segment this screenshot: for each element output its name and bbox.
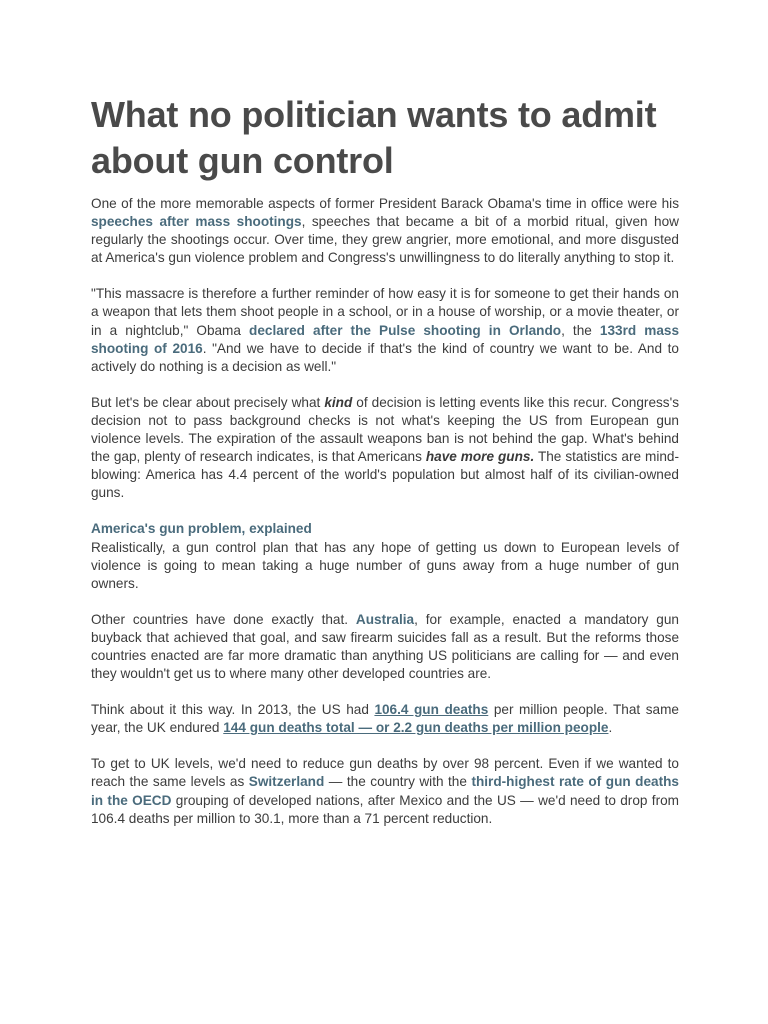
link-133rd-mass-shooting[interactable]: 133rd mass shooting of 2016 — [91, 322, 680, 356]
article-title: What no politician wants to admit about gun control — [91, 94, 657, 181]
text: grouping of developed nations, after Mexico and the US — we'd need to drop from 106.4 deaths per million to 30.1, more than a 71 percent reduction. — [91, 792, 679, 826]
text: But let's be clear about precisely what — [91, 394, 325, 410]
link-106-gun-deaths[interactable]: 106.4 gun deaths — [374, 702, 489, 718]
text: , the — [561, 322, 600, 338]
subhead-link[interactable]: America's gun problem, explained — [91, 521, 312, 537]
text: "This massacre is therefore a further reminder of how easy it is for someone to get their hands on a weapon that lets them shoot people in a school, or in a house of worship, or a movie theater, or in a nightclub," Obama — [91, 286, 679, 338]
text: Think about it this way. In 2013, the US had — [91, 702, 375, 718]
paragraph-intro — [91, 195, 679, 267]
paragraph-obama-quote — [91, 285, 679, 375]
text: — the country with the — [324, 774, 472, 790]
paragraph-kind-of-decision — [91, 394, 679, 503]
emphasis-more-guns: have more guns. — [425, 449, 535, 465]
text: The statistics are mind-blowing: America has 4.4 percent of the world's population but almost half of its civilian-owned guns. — [91, 449, 679, 501]
text: . "And we have to decide if that's the kind of country we want to be. And to actively do nothing is a decision as well." — [91, 340, 679, 374]
paragraph-other-countries — [91, 611, 679, 683]
paragraph-uk-levels — [91, 755, 679, 827]
link-uk-gun-deaths[interactable]: 144 gun deaths total — or 2.2 gun deaths per million people — [223, 720, 609, 736]
text: , speeches that became a bit of a morbid ritual, given how regularly the shootings occur. Over time, they grew angrier, more emotional, and more disgusted at America's gun violence problem and Congress's unwillingness to do literally anything to stop it. — [91, 214, 679, 266]
text: . — [608, 720, 613, 736]
text: of decision is letting events like this recur. Congress's decision not to pass background checks is not what's keeping the US from European gun violence levels. The expiration of the assault weapons ban is not behind the gap. What's behind the gap, plenty of research indicates, is that Americans — [91, 394, 679, 465]
text: To get to UK levels, we'd need to reduce gun deaths by over 98 percent. Even if we wanted to reach the same levels as — [91, 756, 679, 790]
emphasis-kind: kind — [324, 394, 353, 410]
link-switzerland[interactable]: Switzerland — [248, 774, 325, 790]
link-australia[interactable]: Australia — [355, 611, 415, 627]
text: Other countries have done exactly that. — [91, 611, 356, 627]
paragraph-2013-stats — [91, 701, 679, 737]
link-third-highest-oecd[interactable]: third-highest rate of gun deaths in the OECD — [91, 774, 679, 808]
link-speeches-after-mass-shootings[interactable]: speeches after mass shootings — [91, 214, 302, 230]
text: per million people. That same year, the UK endured — [91, 702, 679, 736]
text: One of the more memorable aspects of former President Barack Obama's time in office were his — [91, 196, 679, 211]
link-pulse-shooting[interactable]: declared after the Pulse shooting in Orlando — [249, 322, 562, 338]
paragraph-realistically: Realistically, a gun control plan that has any hope of getting us down to European levels of violence is going to mean taking a huge number of guns away from a huge number of gun owners. — [91, 539, 679, 591]
article — [91, 92, 679, 828]
text: , for example, enacted a mandatory gun buyback that achieved that goal, and saw firearm suicides fall as a result. But the reforms those countries enacted are far more dramatic than anything US politicians are calling for — and even they wouldn't get us to where many other developed countries are. — [91, 611, 679, 682]
